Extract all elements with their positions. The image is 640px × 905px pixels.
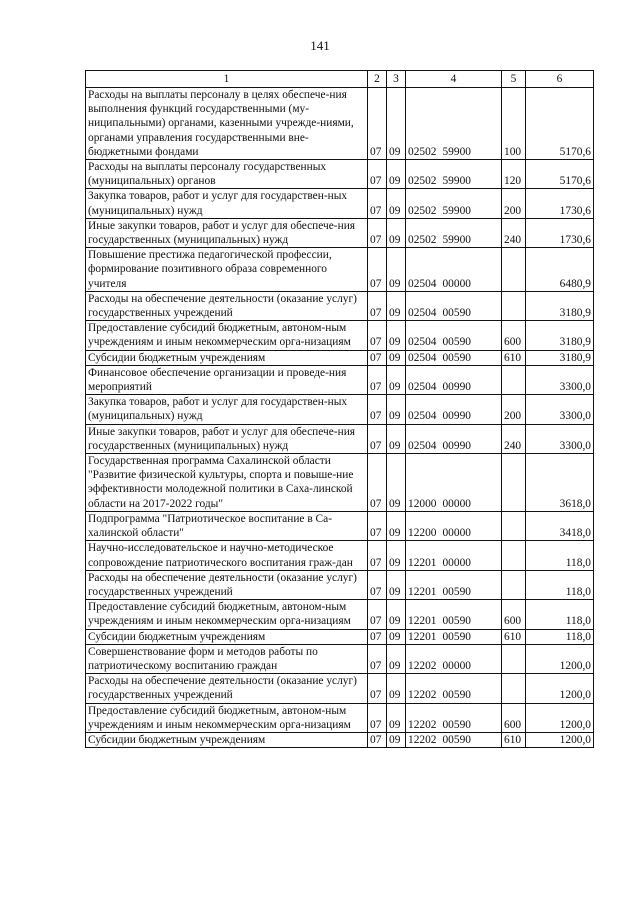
row-section-cell: 07 [368,350,387,365]
row-amount-cell: 3180,9 [526,321,594,350]
row-name-cell: Расходы на обеспечение деятельности (оказание услуг) государственных учреждений [86,291,368,320]
row-section-cell: 07 [368,395,387,424]
row-name-cell: Финансовое обеспечение организации и проведе-ния мероприятий [86,365,368,394]
row-subsection-cell: 09 [387,570,406,599]
row-subsection-cell: 09 [387,350,406,365]
code-direction-part: 00590 [442,585,471,598]
row-subsection-cell: 09 [387,674,406,703]
table-row [86,600,594,629]
code-program-part: 12202 [408,733,437,746]
row-subsection-cell: 09 [387,365,406,394]
code-direction-part: 59900 [442,204,471,217]
row-type-cell: 610 [502,629,526,644]
row-section-cell: 07 [368,454,387,512]
column-header: 3 [387,71,406,88]
row-subsection-cell: 09 [387,600,406,629]
row-section-cell: 07 [368,321,387,350]
code-program-part: 12201 [408,615,437,628]
table-row [86,88,594,160]
row-type-cell [502,511,526,540]
code-direction-part: 00000 [442,527,471,540]
row-code-cell [406,395,502,424]
row-subsection-cell: 09 [387,644,406,673]
column-header: 6 [526,71,594,88]
row-name-cell: Расходы на обеспечение деятельности (оказание услуг) государственных учреждений [86,674,368,703]
table-row [86,350,594,365]
row-code-cell [406,541,502,570]
code-program-part: 02504 [408,351,437,364]
row-type-cell: 200 [502,189,526,218]
table-row [86,511,594,540]
row-type-cell: 120 [502,160,526,189]
row-amount-cell: 118,0 [526,541,594,570]
row-code-cell [406,424,502,453]
row-type-cell [502,570,526,599]
table-row [86,291,594,320]
row-code-cell [406,732,502,747]
row-name-cell: Расходы на выплаты персоналу государственных (муниципальных) органов [86,160,368,189]
row-subsection-cell: 09 [387,291,406,320]
row-name-cell: Предоставление субсидий бюджетным, автоном-ным учреждениям и иным некоммерческим орга-низациям [86,703,368,732]
row-amount-cell: 5170,6 [526,88,594,160]
code-direction-part: 00590 [442,689,471,702]
table-row [86,629,594,644]
code-program-part: 12202 [408,659,437,672]
code-program-part: 02504 [408,277,437,290]
row-amount-cell: 3618,0 [526,454,594,512]
row-subsection-cell: 09 [387,395,406,424]
row-code-cell [406,321,502,350]
row-type-cell: 240 [502,424,526,453]
row-section-cell: 07 [368,218,387,247]
table-row [86,644,594,673]
row-name-cell: Государственная программа Сахалинской области "Развитие физической культуры, спорта и повыше-ние эффективности молодежной политики в Саха-линской области на 2017-2022 годы" [86,454,368,512]
row-type-cell: 600 [502,703,526,732]
row-code-cell [406,511,502,540]
table-row [86,732,594,747]
code-program-part: 02504 [408,307,437,320]
column-header: 2 [368,71,387,88]
row-amount-cell: 3180,9 [526,350,594,365]
row-type-cell [502,454,526,512]
code-program-part: 12202 [408,689,437,702]
row-code-cell [406,644,502,673]
row-amount-cell: 118,0 [526,570,594,599]
column-header: 4 [406,71,502,88]
row-section-cell: 07 [368,703,387,732]
code-direction-part: 00990 [442,410,471,423]
table-row [86,454,594,512]
row-name-cell: Расходы на обеспечение деятельности (оказание услуг) государственных учреждений [86,570,368,599]
code-direction-part: 00000 [442,277,471,290]
row-subsection-cell: 09 [387,454,406,512]
row-subsection-cell: 09 [387,511,406,540]
code-program-part: 02502 [408,204,437,217]
row-amount-cell: 5170,6 [526,160,594,189]
code-program-part: 12200 [408,527,437,540]
row-section-cell: 07 [368,88,387,160]
table-header-row [86,71,594,88]
table-row [86,570,594,599]
row-name-cell: Субсидии бюджетным учреждениям [86,350,368,365]
code-direction-part: 00590 [442,718,471,731]
row-section-cell: 07 [368,732,387,747]
row-code-cell [406,674,502,703]
code-program-part: 02504 [408,336,437,349]
row-section-cell: 07 [368,629,387,644]
row-code-cell [406,365,502,394]
row-type-cell: 610 [502,732,526,747]
code-program-part: 02502 [408,145,437,158]
row-section-cell: 07 [368,600,387,629]
row-type-cell [502,291,526,320]
row-name-cell: Предоставление субсидий бюджетным, автоном-ным учреждениям и иным некоммерческим орга-низациям [86,600,368,629]
table-row [86,189,594,218]
code-program-part: 12000 [408,497,437,510]
row-name-cell: Иные закупки товаров, работ и услуг для обеспече-ния государственных (муниципальных) нужд [86,424,368,453]
row-code-cell [406,291,502,320]
table-row [86,321,594,350]
row-subsection-cell: 09 [387,160,406,189]
table-row [86,365,594,394]
row-subsection-cell: 09 [387,424,406,453]
row-section-cell: 07 [368,248,387,292]
row-subsection-cell: 09 [387,541,406,570]
row-type-cell: 600 [502,600,526,629]
row-name-cell: Совершенствование форм и методов работы по патриотическому воспитанию граждан [86,644,368,673]
code-program-part: 02502 [408,175,437,188]
row-subsection-cell: 09 [387,732,406,747]
row-type-cell [502,674,526,703]
row-subsection-cell: 09 [387,189,406,218]
row-amount-cell: 118,0 [526,629,594,644]
row-code-cell [406,703,502,732]
row-name-cell: Научно-исследовательское и научно-методическое сопровождение патриотического воспитания граж-дан [86,541,368,570]
row-amount-cell: 6480,9 [526,248,594,292]
row-section-cell: 07 [368,570,387,599]
row-code-cell [406,629,502,644]
code-direction-part: 00000 [442,556,471,569]
table-row [86,541,594,570]
row-amount-cell: 1730,6 [526,218,594,247]
table-row [86,218,594,247]
row-code-cell [406,600,502,629]
table-row [86,395,594,424]
code-direction-part: 00590 [442,733,471,746]
row-type-cell: 240 [502,218,526,247]
row-amount-cell: 1730,6 [526,189,594,218]
code-program-part: 12201 [408,630,437,643]
row-section-cell: 07 [368,160,387,189]
row-code-cell [406,350,502,365]
row-subsection-cell: 09 [387,248,406,292]
row-amount-cell: 3300,0 [526,424,594,453]
row-subsection-cell: 09 [387,88,406,160]
code-direction-part: 59900 [442,145,471,158]
row-amount-cell: 3418,0 [526,511,594,540]
row-name-cell: Субсидии бюджетным учреждениям [86,732,368,747]
row-amount-cell: 3300,0 [526,395,594,424]
row-name-cell: Закупка товаров, работ и услуг для государствен-ных (муниципальных) нужд [86,189,368,218]
row-section-cell: 07 [368,674,387,703]
row-type-cell [502,644,526,673]
column-header: 1 [86,71,368,88]
table-row [86,160,594,189]
row-code-cell [406,88,502,160]
page-number: 141 [310,38,330,53]
row-code-cell [406,189,502,218]
row-section-cell: 07 [368,424,387,453]
row-name-cell: Повышение престижа педагогической профессии, формирование позитивного образа современного учителя [86,248,368,292]
row-name-cell: Расходы на выплаты персоналу в целях обеспече-ния выполнения функций государственными (му-ниципальными) органами, казенными учрежде-ниями, органами управления государственными вне-бюджетными фондами [86,88,368,160]
row-section-cell: 07 [368,511,387,540]
row-type-cell [502,365,526,394]
code-program-part: 12202 [408,718,437,731]
row-name-cell: Предоставление субсидий бюджетным, автоном-ным учреждениям и иным некоммерческим орга-низациям [86,321,368,350]
row-section-cell: 07 [368,291,387,320]
row-subsection-cell: 09 [387,218,406,247]
row-section-cell: 07 [368,365,387,394]
row-subsection-cell: 09 [387,321,406,350]
row-section-cell: 07 [368,189,387,218]
code-direction-part: 00590 [442,336,471,349]
code-direction-part: 00990 [442,381,471,394]
code-program-part: 02504 [408,439,437,452]
row-type-cell: 610 [502,350,526,365]
row-subsection-cell: 09 [387,629,406,644]
column-header: 5 [502,71,526,88]
code-program-part: 02504 [408,410,437,423]
budget-table [85,70,594,748]
row-name-cell: Закупка товаров, работ и услуг для государствен-ных (муниципальных) нужд [86,395,368,424]
row-amount-cell: 3300,0 [526,365,594,394]
row-amount-cell: 118,0 [526,600,594,629]
row-amount-cell: 1200,0 [526,644,594,673]
code-direction-part: 00000 [442,497,471,510]
row-code-cell [406,454,502,512]
row-code-cell [406,248,502,292]
code-direction-part: 00590 [442,351,471,364]
code-direction-part: 59900 [442,175,471,188]
code-direction-part: 00590 [442,615,471,628]
code-program-part: 02502 [408,234,437,247]
table-row [86,248,594,292]
row-section-cell: 07 [368,644,387,673]
table-row [86,424,594,453]
table-row [86,674,594,703]
code-direction-part: 59900 [442,234,471,247]
row-amount-cell: 1200,0 [526,732,594,747]
row-type-cell: 600 [502,321,526,350]
row-type-cell: 100 [502,88,526,160]
table-row [86,703,594,732]
row-amount-cell: 1200,0 [526,703,594,732]
code-program-part: 12201 [408,556,437,569]
row-name-cell: Подпрограмма "Патриотическое воспитание в Са-халинской области" [86,511,368,540]
row-type-cell [502,248,526,292]
row-name-cell: Субсидии бюджетным учреждениям [86,629,368,644]
code-direction-part: 00990 [442,439,471,452]
row-name-cell: Иные закупки товаров, работ и услуг для обеспече-ния государственных (муниципальных) нужд [86,218,368,247]
row-code-cell [406,218,502,247]
code-direction-part: 00590 [442,307,471,320]
row-section-cell: 07 [368,541,387,570]
code-program-part: 02504 [408,381,437,394]
row-amount-cell: 3180,9 [526,291,594,320]
row-amount-cell: 1200,0 [526,674,594,703]
row-type-cell [502,541,526,570]
code-program-part: 12201 [408,585,437,598]
row-type-cell: 200 [502,395,526,424]
row-code-cell [406,570,502,599]
code-direction-part: 00590 [442,630,471,643]
row-subsection-cell: 09 [387,703,406,732]
code-direction-part: 00000 [442,659,471,672]
row-code-cell [406,160,502,189]
